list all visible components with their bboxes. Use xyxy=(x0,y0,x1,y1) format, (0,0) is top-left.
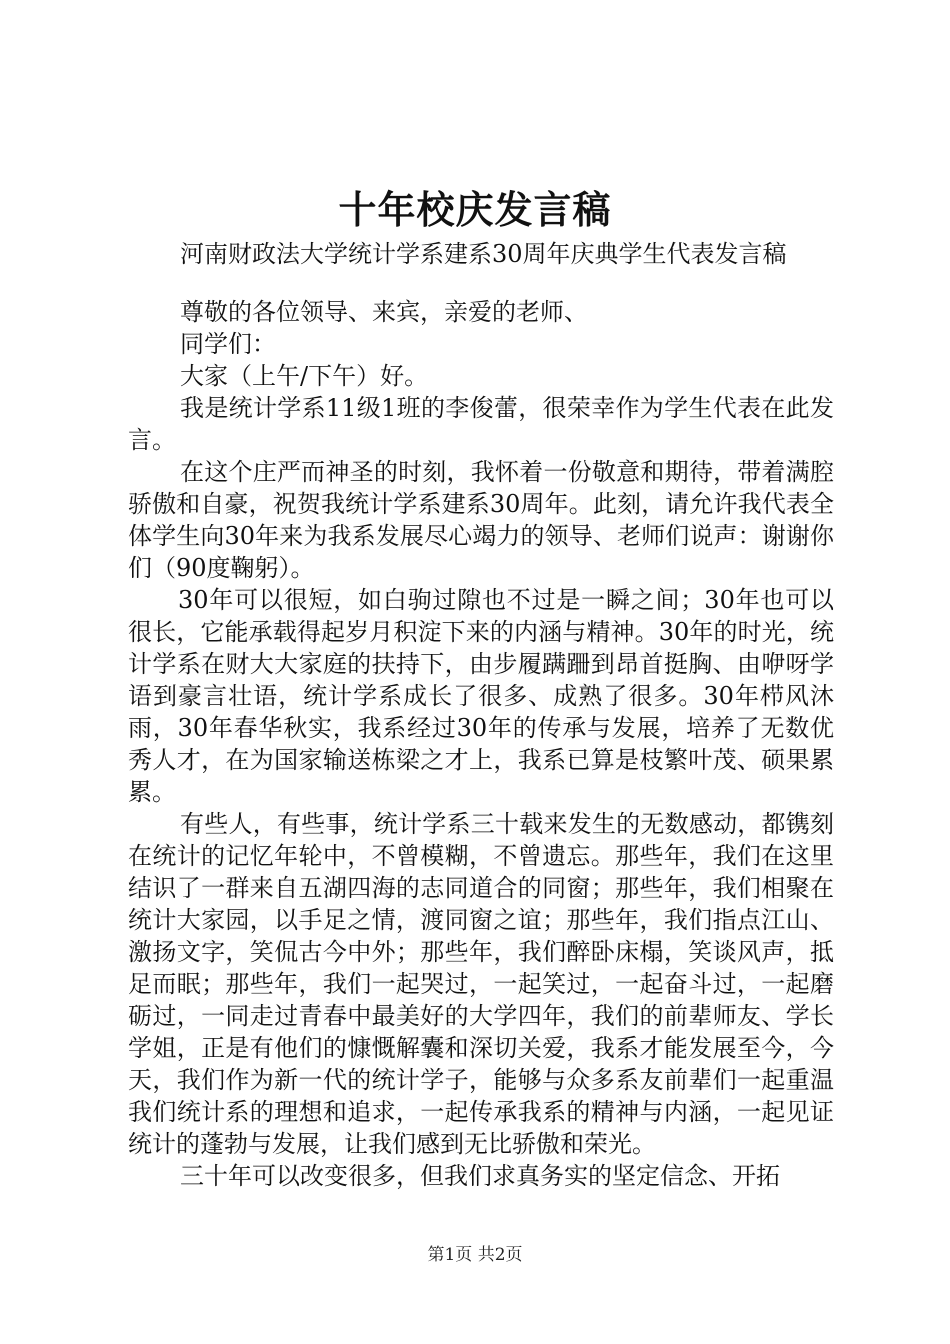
paragraph-intro: 我是统计学系11级1班的李俊蕾，很荣幸作为学生代表在此发言。 xyxy=(128,394,834,454)
salutation-line-2: 同学们： xyxy=(180,330,276,358)
salutation-line-1: 尊敬的各位领导、来宾，亲爱的老师、 xyxy=(180,298,588,326)
paragraph-congratulation: 在这个庄严而神圣的时刻，我怀着一份敬意和期待，带着满腔骄傲和自豪，祝贺我统计学系建系30周年。此刻，请允许我代表全体学生向30年来为我系发展尽心竭力的领导、老师们说声：谢谢你们（90度鞠躬）。 xyxy=(128,458,834,582)
paragraph-memories: 有些人，有些事，统计学系三十载来发生的无数感动，都镌刻在统计的记忆年轮中，不曾模糊，不曾遗忘。那些年，我们在这里结识了一群来自五湖四海的志同道合的同窗；那些年，我们相聚在统计大家园，以手足之情，渡同窗之谊；那些年，我们指点江山、激扬文字，笑侃古今中外；那些年，我们醉卧床榻，笑谈风声，抵足而眠；那些年，我们一起哭过，一起笑过，一起奋斗过，一起磨砺过，一同走过青春中最美好的大学四年，我们的前辈师友、学长学姐，正是有他们的慷慨解囊和深切关爱，我系才能发展至今，今天，我们作为新一代的统计学子，能够与众多系友前辈们一起重温我们统计系的理想和追求，一起传承我系的精神与内涵，一起见证统计的蓬勃与发展，让我们感到无比骄傲和荣光。 xyxy=(128,810,834,1158)
document-subtitle: 河南财政法大学统计学系建系30周年庆典学生代表发言稿 xyxy=(180,240,787,268)
document-body xyxy=(128,296,834,1192)
document-title: 十年校庆发言稿 xyxy=(338,187,612,232)
page-footer: 第1页 共2页 xyxy=(427,1245,523,1265)
greeting-line: 大家（上午/下午）好。 xyxy=(180,362,429,390)
paragraph-thirty-years: 30年可以很短，如白驹过隙也不过是一瞬之间；30年也可以很长，它能承载得起岁月积淀下来的内涵与精神。30年的时光，统计学系在财大大家庭的扶持下，由步履蹒跚到昂首挺胸、由咿呀学语到豪言壮语，统计学系成长了很多、成熟了很多。30年栉风沐雨，30年春华秋实，我系经过30年的传承与发展，培养了无数优秀人才，在为国家输送栋梁之才上，我系已算是枝繁叶茂、硕果累累。 xyxy=(128,586,834,806)
paragraph-closing: 三十年可以改变很多，但我们求真务实的坚定信念、开拓 xyxy=(180,1162,780,1190)
